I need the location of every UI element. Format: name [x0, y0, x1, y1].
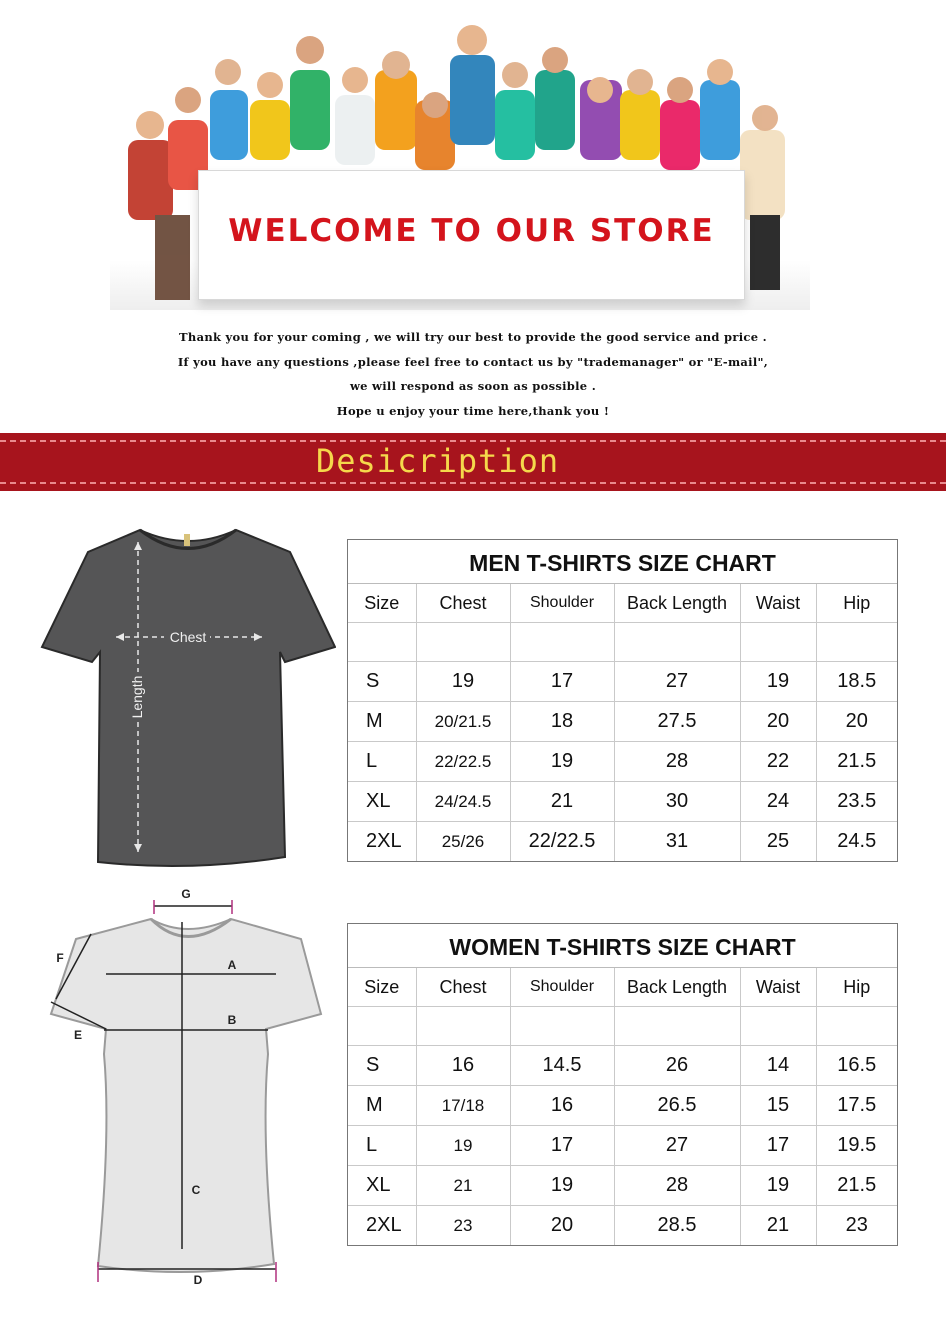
cell-back-length: 26	[614, 1046, 740, 1086]
table-row	[348, 822, 897, 862]
table-row	[348, 1046, 897, 1086]
cell-size: M	[348, 1086, 416, 1126]
cell-hip: 21.5	[816, 742, 897, 782]
cell-back-length: 28.5	[614, 1206, 740, 1246]
cell-back-length: 28	[614, 1166, 740, 1206]
column-header: Size	[348, 968, 416, 1007]
note-line: Hope u enjoy your time here,thank you !	[336, 403, 610, 418]
description-title: Desicription	[316, 442, 560, 480]
women-size-chart	[347, 923, 898, 1246]
length-label: Length	[129, 675, 145, 719]
cell-size: S	[348, 662, 416, 702]
cell-shoulder: 19	[510, 742, 614, 782]
cell-hip: 18.5	[816, 662, 897, 702]
table-header-row	[348, 584, 897, 623]
cell-hip: 24.5	[837, 830, 877, 852]
cell-shoulder: 18	[510, 702, 614, 742]
column-header: Size	[348, 584, 416, 623]
cell-shoulder: 19	[510, 1166, 614, 1206]
cell-shoulder: 21	[510, 782, 614, 822]
label-f: F	[56, 951, 64, 965]
cell-chest: 24/24.5	[416, 782, 510, 822]
cell-shoulder: 17	[510, 1126, 614, 1166]
cell-waist: 17	[740, 1126, 816, 1166]
label-e: E	[73, 1028, 83, 1042]
store-banner	[0, 0, 946, 430]
cell-chest: 17/18	[416, 1086, 510, 1126]
table-row	[348, 1166, 897, 1206]
cell-size: S	[348, 1046, 416, 1086]
cell-hip: 19.5	[816, 1126, 897, 1166]
cell-hip: 21.5	[816, 1166, 897, 1206]
cell-waist: 22	[740, 742, 816, 782]
men-tshirt-diagram	[40, 522, 336, 872]
column-header: Shoulder	[510, 584, 614, 623]
description-bar	[0, 433, 946, 491]
cell-size: L	[348, 1126, 416, 1166]
welcome-heading: WELCOME TO OUR STORE	[228, 213, 715, 249]
label-c: C	[191, 1183, 201, 1197]
cell-hip: 17.5	[816, 1086, 897, 1126]
cell-back-length: 27	[614, 662, 740, 702]
cell-hip: 16.5	[816, 1046, 897, 1086]
table-row	[348, 1086, 897, 1126]
cell-hip: 23	[845, 1214, 868, 1236]
column-header: Back Length	[614, 968, 740, 1007]
cell-waist: 21	[740, 1206, 816, 1246]
column-header: Hip	[816, 968, 897, 1007]
cell-shoulder: 22/22.5	[510, 822, 614, 862]
cell-waist: 14	[740, 1046, 816, 1086]
cell-back-length: 26.5	[614, 1086, 740, 1126]
table-spacer-row	[348, 1007, 897, 1046]
table-header-row	[348, 968, 897, 1007]
cell-waist: 25	[740, 822, 816, 862]
cell-chest: 19	[416, 1126, 510, 1166]
cell-chest: 16	[416, 1046, 510, 1086]
cell-size: M	[348, 702, 416, 742]
cell-waist: 24	[740, 782, 816, 822]
cell-chest: 21	[416, 1166, 510, 1206]
label-d: D	[193, 1273, 203, 1287]
men-size-table	[348, 584, 897, 861]
cell-chest: 22/22.5	[416, 742, 510, 782]
note-line: we will respond as soon as possible .	[349, 379, 597, 393]
stitch-line	[0, 482, 946, 484]
cell-waist: 19	[740, 662, 816, 702]
note-line: If you have any questions ,please feel free to contact us by "trademanager" or "E-mail",	[177, 354, 769, 369]
women-size-table	[348, 968, 897, 1245]
cell-chest: 19	[416, 662, 510, 702]
cell-waist: 19	[740, 1166, 816, 1206]
note-line: Thank you for your coming , we will try our best to provide the good service and price .	[179, 330, 767, 344]
column-header: Waist	[740, 968, 816, 1007]
cell-back-length: 27	[614, 1126, 740, 1166]
table-row	[348, 1206, 897, 1246]
men-size-chart	[347, 539, 898, 862]
column-header: Shoulder	[510, 968, 614, 1007]
cell-size: 2XL	[348, 1206, 416, 1246]
chest-label: Chest	[169, 629, 207, 645]
women-chart-title: WOMEN T-SHIRTS SIZE CHART	[348, 924, 897, 968]
cell-chest: 20/21.5	[416, 702, 510, 742]
column-header: Chest	[416, 584, 510, 623]
cell-chest: 25/26	[416, 822, 510, 862]
cell-shoulder: 14.5	[510, 1046, 614, 1086]
women-tshirt-diagram	[36, 884, 326, 1294]
cell-chest: 23	[416, 1206, 510, 1246]
table-row	[348, 782, 897, 822]
men-chart-title: MEN T-SHIRTS SIZE CHART	[348, 540, 897, 584]
cell-back-length: 28	[614, 742, 740, 782]
cell-waist: 15	[740, 1086, 816, 1126]
cell-back-length: 30	[614, 782, 740, 822]
label-b: B	[227, 1013, 237, 1027]
cell-size: XL	[348, 782, 416, 822]
cell-size: XL	[348, 1166, 416, 1206]
cell-shoulder: 16	[510, 1086, 614, 1126]
cell-shoulder: 20	[510, 1206, 614, 1246]
label-a: A	[227, 958, 237, 972]
table-row	[348, 742, 897, 782]
cell-hip: 20	[816, 702, 897, 742]
column-header: Waist	[740, 584, 816, 623]
column-header: Back Length	[614, 584, 740, 623]
cell-size: L	[348, 742, 416, 782]
cell-size: 2XL	[348, 822, 416, 862]
cell-hip: 23.5	[816, 782, 897, 822]
column-header: Chest	[416, 968, 510, 1007]
column-header: Hip	[816, 584, 897, 623]
cell-shoulder: 17	[510, 662, 614, 702]
cell-back-length: 31	[614, 822, 740, 862]
cell-waist: 20	[740, 702, 816, 742]
cell-back-length: 27.5	[614, 702, 740, 742]
table-row	[348, 662, 897, 702]
label-g: G	[181, 887, 191, 901]
table-row	[348, 1126, 897, 1166]
table-row	[348, 702, 897, 742]
welcome-card	[198, 170, 745, 300]
table-spacer-row	[348, 623, 897, 662]
store-notes	[0, 328, 946, 426]
